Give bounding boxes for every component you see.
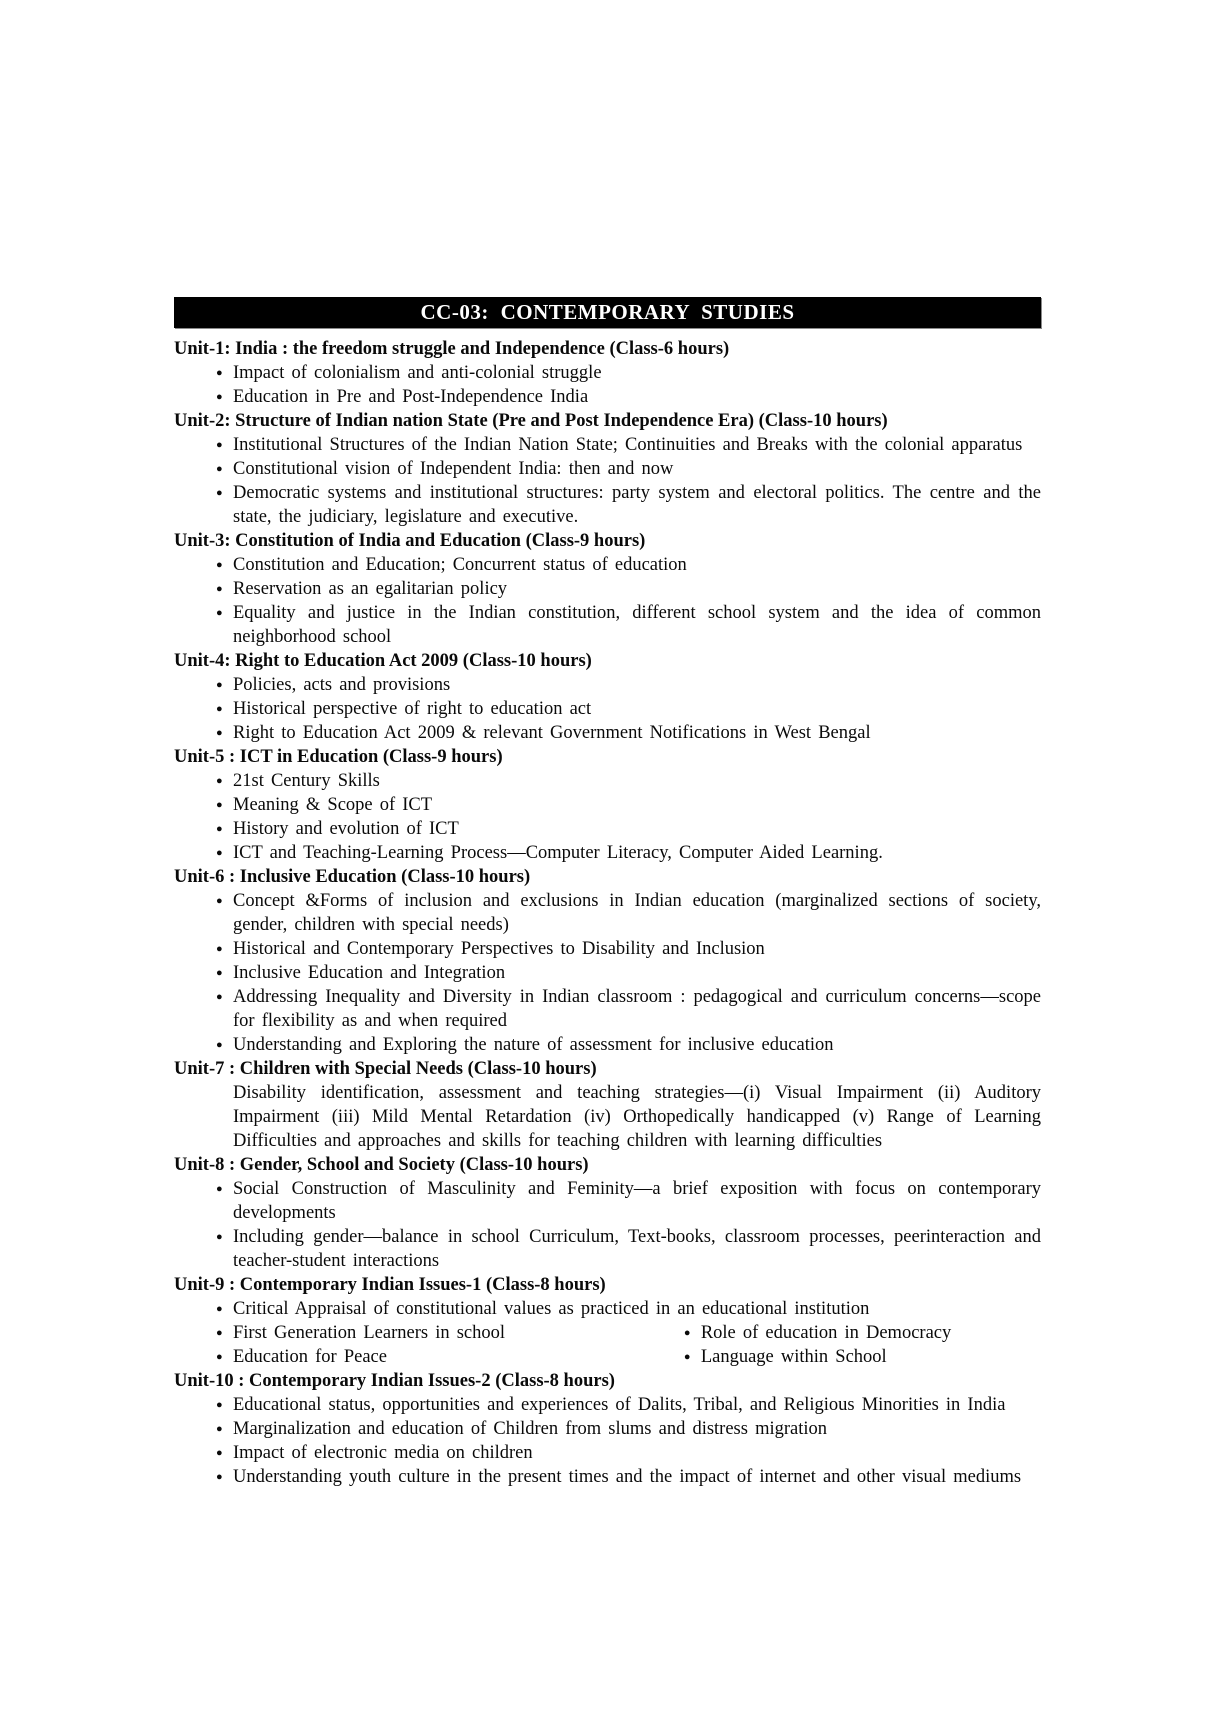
unit-section — [174, 745, 1041, 865]
unit-section — [174, 865, 1041, 1057]
bullet-icon: ● — [216, 727, 223, 739]
bullet-item — [174, 793, 1041, 817]
bullet-icon: ● — [216, 895, 223, 907]
bullet-text: Critical Appraisal of constitutional values as practiced in an educational institution — [233, 1299, 870, 1319]
course-title: CC-03: CONTEMPORARY STUDIES — [420, 300, 795, 324]
unit-heading: Unit-7 : Children with Special Needs (Class-10 hours) — [174, 1059, 597, 1079]
bullet-item — [684, 1345, 1041, 1369]
bullet-icon: ● — [216, 1231, 223, 1243]
unit-heading: Unit-8 : Gender, School and Society (Class-10 hours) — [174, 1155, 589, 1175]
bullet-icon: ● — [216, 1183, 223, 1195]
bullet-icon: ● — [216, 607, 223, 619]
bullet-item — [174, 1465, 1041, 1489]
bullet-text: Historical and Contemporary Perspectives to Disability and Inclusion — [233, 939, 765, 959]
two-column-row — [174, 1345, 1041, 1369]
bullet-item — [174, 1033, 1041, 1057]
bullet-item — [174, 601, 1041, 649]
bullet-icon: ● — [216, 1351, 223, 1363]
bullet-icon: ● — [216, 799, 223, 811]
unit-heading: Unit-4: Right to Education Act 2009 (Class-10 hours) — [174, 651, 592, 671]
bullet-icon: ● — [216, 703, 223, 715]
bullet-icon: ● — [216, 991, 223, 1003]
bullet-text: Equality and justice in the Indian constitution, different school system and the idea of common neighborhood school — [233, 603, 1041, 647]
bullet-item — [174, 1177, 1041, 1225]
bullet-item — [174, 769, 1041, 793]
bullet-icon: ● — [216, 1327, 223, 1339]
bullet-icon: ● — [216, 439, 223, 451]
unit-section — [174, 529, 1041, 649]
unit-section — [174, 1057, 1041, 1153]
bullet-item — [174, 457, 1041, 481]
unit-heading: Unit-10 : Contemporary Indian Issues-2 (Class-8 hours) — [174, 1371, 615, 1391]
bullet-text: History and evolution of ICT — [233, 819, 459, 839]
bullet-text: Democratic systems and institutional structures: party system and electoral politics. The centre and the state, the judiciary, legislature and executive. — [233, 483, 1041, 527]
bullet-text: Education in Pre and Post-Independence India — [233, 387, 589, 407]
bullet-item — [174, 841, 1041, 865]
bullet-icon: ● — [216, 367, 223, 379]
bullet-item — [174, 1225, 1041, 1273]
bullet-item — [174, 577, 1041, 601]
bullet-text: Understanding youth culture in the present times and the impact of internet and other visual mediums — [233, 1467, 1022, 1487]
bullet-text: Impact of colonialism and anti-colonial struggle — [233, 363, 602, 383]
course-header-bar — [174, 297, 1041, 328]
syllabus-page — [174, 297, 1041, 1489]
bullet-item — [174, 361, 1041, 385]
bullet-item — [174, 1393, 1041, 1417]
bullet-text: Reservation as an egalitarian policy — [233, 579, 508, 599]
bullet-icon: ● — [216, 943, 223, 955]
bullet-text: ICT and Teaching-Learning Process—Computer Literacy, Computer Aided Learning. — [233, 843, 883, 863]
bullet-item — [174, 721, 1041, 745]
bullet-icon: ● — [216, 775, 223, 787]
bullet-item — [684, 1321, 1041, 1345]
bullet-text: Policies, acts and provisions — [233, 675, 451, 695]
bullet-item — [174, 697, 1041, 721]
bullet-item — [174, 1321, 684, 1345]
bullet-item — [174, 1297, 1041, 1321]
bullet-item — [174, 1441, 1041, 1465]
bullet-icon: ● — [216, 559, 223, 571]
bullet-text: Including gender—balance in school Curriculum, Text-books, classroom processes, peerinteraction and teacher-student interactions — [233, 1227, 1041, 1271]
bullet-icon: ● — [216, 1471, 223, 1483]
bullet-icon: ● — [216, 487, 223, 499]
bullet-item — [174, 673, 1041, 697]
bullet-item — [174, 433, 1041, 457]
bullet-icon: ● — [216, 823, 223, 835]
bullet-item — [174, 1417, 1041, 1441]
bullet-item — [174, 985, 1041, 1033]
bullet-item — [174, 385, 1041, 409]
bullet-icon: ● — [216, 1303, 223, 1315]
bullet-text: Addressing Inequality and Diversity in Indian classroom : pedagogical and curriculum concerns—scope for flexibility as and when required — [233, 987, 1041, 1031]
bullet-icon: ● — [216, 967, 223, 979]
bullet-icon: ● — [683, 1327, 691, 1339]
bullet-text: Role of education in Democracy — [700, 1323, 952, 1343]
bullet-item — [174, 889, 1041, 937]
bullet-text: Constitutional vision of Independent India: then and now — [233, 459, 674, 479]
bullet-icon: ● — [216, 1039, 223, 1051]
bullet-text: Marginalization and education of Children from slums and distress migration — [233, 1419, 828, 1439]
unit-heading: Unit-2: Structure of Indian nation State (Pre and Post Independence Era) (Class-10 hours) — [174, 411, 888, 431]
unit-section — [174, 1369, 1041, 1489]
bullet-text: Impact of electronic media on children — [233, 1443, 533, 1463]
bullet-text: Meaning & Scope of ICT — [233, 795, 433, 815]
bullet-icon: ● — [216, 1423, 223, 1435]
unit-section — [174, 1273, 1041, 1369]
bullet-icon: ● — [216, 1399, 223, 1411]
bullet-text: Right to Education Act 2009 & relevant Government Notifications in West Bengal — [233, 723, 871, 743]
bullet-text: Historical perspective of right to education act — [233, 699, 592, 719]
bullet-text: Concept &Forms of inclusion and exclusions in Indian education (marginalized sections of society, gender, children with special needs) — [233, 891, 1041, 935]
bullet-icon: ● — [683, 1351, 691, 1363]
unit-section — [174, 409, 1041, 529]
bullet-text: Institutional Structures of the Indian Nation State; Continuities and Breaks with the colonial apparatus — [233, 435, 1023, 455]
bullet-text: Language within School — [700, 1347, 887, 1367]
unit-heading: Unit-6 : Inclusive Education (Class-10 hours) — [174, 867, 531, 887]
bullet-item — [174, 481, 1041, 529]
unit-section — [174, 337, 1041, 409]
unit-paragraph: Disability identification, assessment and teaching strategies—(i) Visual Impairment (ii) Auditory Impairment (iii) Mild Mental Retardation (iv) Orthopedically handicapped (v) Range of Learning Difficulties and approaches and skills for teaching children with learning difficulties — [233, 1083, 1041, 1151]
bullet-text: First Generation Learners in school — [233, 1323, 506, 1343]
unit-heading: Unit-9 : Contemporary Indian Issues-1 (Class-8 hours) — [174, 1275, 606, 1295]
bullet-text: 21st Century Skills — [233, 771, 380, 791]
bullet-text: Education for Peace — [233, 1347, 387, 1367]
bullet-icon: ● — [216, 583, 223, 595]
bullet-text: Social Construction of Masculinity and Feminity—a brief exposition with focus on contemporary developments — [233, 1179, 1041, 1223]
bullet-text: Understanding and Exploring the nature of assessment for inclusive education — [233, 1035, 834, 1055]
unit-heading: Unit-5 : ICT in Education (Class-9 hours) — [174, 747, 503, 767]
bullet-icon: ● — [216, 463, 223, 475]
unit-section — [174, 1153, 1041, 1273]
bullet-text: Educational status, opportunities and experiences of Dalits, Tribal, and Religious Minorities in India — [233, 1395, 1006, 1415]
unit-heading: Unit-3: Constitution of India and Education (Class-9 hours) — [174, 531, 646, 551]
unit-heading: Unit-1: India : the freedom struggle and Independence (Class-6 hours) — [174, 339, 730, 359]
bullet-item — [174, 553, 1041, 577]
bullet-icon: ● — [216, 847, 223, 859]
bullet-icon: ● — [216, 679, 223, 691]
bullet-item — [174, 961, 1041, 985]
bullet-item — [174, 817, 1041, 841]
bullet-item — [174, 937, 1041, 961]
bullet-icon: ● — [216, 1447, 223, 1459]
bullet-text: Constitution and Education; Concurrent status of education — [233, 555, 687, 575]
bullet-text: Inclusive Education and Integration — [233, 963, 506, 983]
two-column-row — [174, 1321, 1041, 1345]
bullet-item — [174, 1345, 684, 1369]
bullet-icon: ● — [216, 391, 223, 403]
unit-section — [174, 649, 1041, 745]
